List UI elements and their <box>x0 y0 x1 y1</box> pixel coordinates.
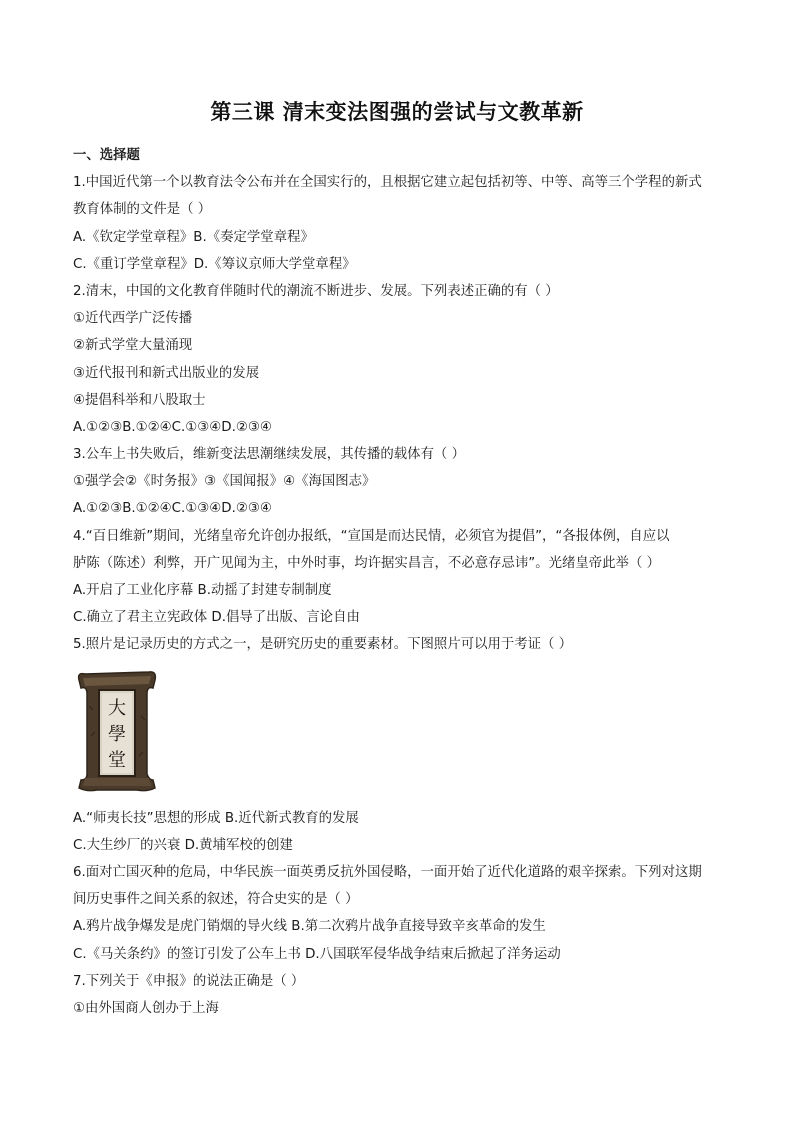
text-line: ②新式学堂大量涌现 <box>73 338 193 354</box>
text-line: 5.照片是记录历史的方式之一，是研究历史的重要素材。下图照片可以用于考证（ ） <box>73 637 573 653</box>
plaque-char: 大 <box>108 697 126 719</box>
text-line: A.①②③B.①②④C.①③④D.②③④ <box>73 419 272 435</box>
text-line: 教育体制的文件是（ ） <box>73 202 212 218</box>
text-line: ①由外国商人创办于上海 <box>73 1000 219 1016</box>
plaque-char: 堂 <box>108 749 126 771</box>
text-line: A.鸦片战争爆发是虎门销烟的导火线 B.第二次鸦片战争直接导致辛亥革命的发生 <box>73 919 546 935</box>
daxuetang-plaque-photo <box>75 666 159 796</box>
document-body <box>73 142 733 1022</box>
text-line: A.《钦定学堂章程》B.《奏定学堂章程》 <box>73 229 314 245</box>
section-heading: 一、选择题 <box>73 148 140 163</box>
text-line: 4.“百日维新”期间，光绪皇帝允许创办报纸，“宣国是而达民情，必须官为提倡”，“各报体例，自应以 <box>73 528 670 544</box>
text-line: ①强学会②《时务报》③《国闻报》④《海国图志》 <box>73 474 376 490</box>
text-line: 3.公车上书失败后，维新变法思潮继续发展，其传播的载体有（ ） <box>73 447 465 463</box>
plaque-char: 學 <box>108 723 126 745</box>
text-line: 间历史事件之间关系的叙述，符合史实的是（ ） <box>73 892 359 908</box>
text-line: 胪陈（陈述）利弊，开广见闻为主，中外时事，均许据实昌言，不必意存忌讳”。光绪皇帝此举（ ） <box>73 555 660 571</box>
text-line: C.大生纱厂的兴衰 D.黄埔军校的创建 <box>73 837 293 853</box>
text-line: C.确立了君主立宪政体 D.倡导了出版、言论自由 <box>73 610 360 626</box>
text-line: A.“师夷长技”思想的形成 B.近代新式教育的发展 <box>73 810 359 826</box>
text-line: C.《马关条约》的签订引发了公车上书 D.八国联军侵华战争结束后掀起了洋务运动 <box>73 946 561 962</box>
text-line: 6.面对亡国灭种的危局，中华民族一面英勇反抗外国侵略，一面开始了近代化道路的艰辛探索。下列对这期 <box>73 864 702 880</box>
text-line: 1.中国近代第一个以教育法令公布并在全国实行的，且根据它建立起包括初等、中等、高等三个学程的新式 <box>73 175 702 191</box>
text-line: C.《重订学堂章程》D.《筹议京师大学堂章程》 <box>73 256 356 272</box>
question-photo <box>73 662 733 805</box>
text-line: ④提倡科举和八股取士 <box>73 392 206 408</box>
page-title: 第三课 清末变法图强的尝试与文教革新 <box>210 99 584 124</box>
text-line: 2.清末，中国的文化教育伴随时代的潮流不断进步、发展。下列表述正确的有（ ） <box>73 283 559 299</box>
text-line: 7.下列关于《申报》的说法正确是（ ） <box>73 973 305 989</box>
text-line: ①近代西学广泛传播 <box>73 311 193 327</box>
text-line: A.①②③B.①②④C.①③④D.②③④ <box>73 501 272 517</box>
text-line: ③近代报刊和新式出版业的发展 <box>73 365 260 381</box>
text-line: A.开启了工业化序幕 B.动摇了封建专制制度 <box>73 583 332 598</box>
